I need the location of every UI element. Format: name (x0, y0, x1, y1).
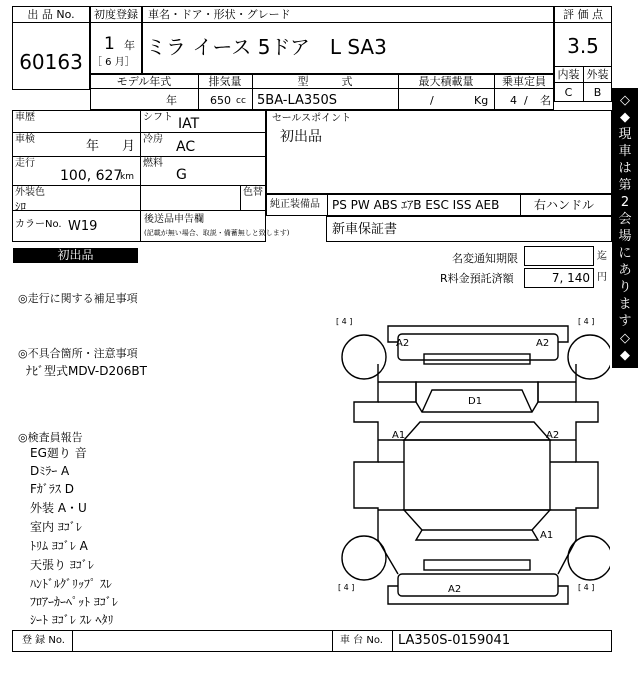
fuel-value: G (176, 167, 187, 183)
model-label: 型 式 (297, 75, 353, 88)
tire-rr: [ 4 ] (578, 583, 595, 592)
mark-rear: A2 (448, 584, 462, 595)
driving-notes-title: ◎走行に関する補足事項 (18, 292, 138, 305)
reg-no-label: 登 録 No. (22, 635, 65, 646)
roof (404, 440, 550, 510)
sidebar-char: に (618, 246, 632, 261)
sidebar-char: 現 (618, 127, 632, 142)
rating-label: 評 価 点 (563, 8, 603, 21)
capacity-slash: / (524, 94, 528, 107)
sidebar-char: 車 (618, 144, 632, 159)
displacement-value: 650 (210, 94, 231, 107)
warranty-value: 新車保証書 (332, 222, 398, 237)
sidebar-char: す (618, 314, 632, 329)
mark-right-rear: A1 (540, 530, 554, 541)
ac-value: AC (176, 139, 196, 155)
inspector-line: ﾊﾝﾄﾞﾙｸﾞﾘｯﾌﾟ ｽﾚ (30, 577, 112, 591)
capacity-unit: 名 (540, 94, 551, 107)
defects-title: ◎不具合箇所・注意事項 (18, 347, 138, 360)
defects-line: ﾅﾋﾞ型式MDV-D206BT (26, 364, 147, 378)
first-reg-month: ［ 6 月］ (92, 57, 135, 68)
windshield (404, 422, 550, 440)
footer-row (12, 630, 612, 652)
max-load-label: 最大積載量 (418, 75, 474, 88)
car-name-label: 車名・ドア・形状・グレード (148, 8, 291, 21)
lot-no: 60163 (19, 50, 83, 74)
displacement-unit: cc (236, 96, 246, 106)
post-doc-label: 後送品申告欄 (144, 214, 204, 225)
color-no-label: カラーNo. (15, 219, 62, 230)
ac-label: 冷房 (143, 134, 163, 145)
post-doc-note: (記載が無い場合、取説・備蓄無しと致します) (144, 229, 290, 237)
sidebar-char: ◆ (620, 110, 630, 125)
car-name: ミラ イース 5ドア L SA3 (146, 35, 387, 59)
max-load-unit: Kg (474, 94, 489, 107)
chassis-label: 車 台 No. (340, 635, 383, 646)
wheel-fl (342, 335, 386, 379)
equipment-label: 純正装備品 (270, 199, 320, 210)
interior-grade: C (564, 86, 573, 99)
mark-front-left: A2 (396, 338, 410, 349)
sales-point-value: 初出品 (280, 129, 322, 145)
rear-bumper (398, 574, 558, 596)
inspector-line: ﾌﾛｱｰｶｰﾍﾟｯﾄ ﾖｺﾞﾚ (30, 595, 118, 609)
interior-label: 内装 (557, 68, 580, 81)
capacity-label: 乗車定員 (502, 75, 546, 88)
inspection-label: 車検 (15, 134, 35, 145)
sidebar-char: ◇ (620, 331, 630, 346)
model-year-unit: 年 (166, 94, 177, 107)
rear-window (404, 510, 550, 530)
equipment-value: PS PW ABS ｴｱB ESC ISS AEB (332, 198, 500, 212)
location-sidebar (612, 88, 638, 368)
first-reg-year: 1 (104, 34, 115, 54)
max-load-slash: / (430, 94, 434, 107)
sidebar-char: 2 (620, 195, 630, 210)
inspection-month-unit: 月 (122, 139, 136, 154)
recycle-label: R料金預託済額 (440, 272, 514, 285)
mark-left: A1 (392, 430, 406, 441)
mark-hood: D1 (468, 396, 483, 407)
recycle-amount: 7, 140 (551, 271, 590, 285)
exterior-label: 外装 (586, 68, 609, 81)
mark-front-right: A2 (536, 338, 550, 349)
sidebar-char: り (618, 280, 632, 295)
model-code: 5BA-LA350S (257, 93, 337, 108)
inspector-line: 外装 A・U (30, 501, 87, 515)
color-change-label: 色替 (243, 187, 263, 198)
recycle-unit: 円 (597, 272, 607, 283)
sidebar-char: 第 (618, 178, 632, 193)
name-change-label: 名変通知期限 (452, 252, 518, 265)
chassis-no: LA350S-0159041 (398, 633, 511, 648)
mileage-value: 100, 627 (60, 168, 123, 184)
inspector-line: Dﾐﾗｰ A (30, 464, 70, 478)
sidebar-char: ◇ (620, 93, 630, 108)
tire-fr: [ 4 ] (578, 317, 595, 326)
status-badge: 初出品 (13, 248, 138, 263)
handle-value: 右ハンドル (534, 198, 595, 212)
sidebar-char: 会 (618, 212, 632, 227)
rating-value: 3.5 (567, 34, 599, 58)
rear-grille (424, 560, 530, 570)
inspector-line: 天張り ﾖｺﾞﾚ (30, 558, 94, 572)
model-year-label: モデル年式 (116, 75, 172, 88)
name-change-box (524, 246, 594, 266)
displacement-label: 排気量 (208, 75, 242, 88)
sidebar-char: あ (618, 263, 632, 278)
front-grille (424, 354, 530, 364)
lot-no-label: 出 品 No. (27, 8, 75, 21)
ext-color-label: 外装色 (15, 187, 45, 198)
sales-point-label: セールスポイント (272, 113, 352, 124)
front-bumper (398, 334, 558, 360)
inspector-line: 室内 ﾖｺﾞﾚ (30, 520, 82, 534)
mark-right: A2 (546, 430, 560, 441)
first-reg-year-unit: 年 (124, 39, 135, 52)
tire-rl: [ 4 ] (338, 583, 355, 592)
shift-value: IAT (178, 116, 200, 132)
capacity-value: 4 (510, 94, 517, 107)
sidebar-char: ま (618, 297, 632, 312)
inspector-line: EG廻り 音 (30, 446, 87, 460)
tire-fl: [ 4 ] (336, 317, 353, 326)
ext-color-value: ｼﾛ (15, 200, 26, 213)
mileage-unit: km (120, 172, 134, 182)
history-label: 車歴 (15, 112, 35, 123)
car-damage-diagram (336, 312, 610, 628)
inspector-line: ﾄﾘﾑ ﾖｺﾞﾚ A (30, 539, 88, 553)
sidebar-char: ◆ (620, 348, 630, 363)
name-change-unit: 迄 (597, 251, 607, 262)
color-no-value: W19 (68, 219, 98, 234)
sidebar-char: 場 (618, 229, 632, 244)
wheel-fr (568, 335, 610, 379)
mileage-label: 走行 (15, 158, 35, 169)
first-reg-label: 初度登録 (94, 8, 138, 21)
exterior-grade: B (593, 86, 602, 99)
shift-label: シフト (143, 112, 173, 123)
inspector-line: ｼｰﾄ ﾖｺﾞﾚ ｽﾚ ﾍﾀﾘ (30, 613, 114, 627)
inspector-title: ◎検査員報告 (18, 431, 83, 444)
inspection-year-unit: 年 (86, 139, 100, 154)
inspector-line: Fｶﾞﾗｽ D (30, 482, 74, 496)
sidebar-char: は (618, 161, 632, 176)
fuel-label: 燃料 (143, 158, 163, 169)
